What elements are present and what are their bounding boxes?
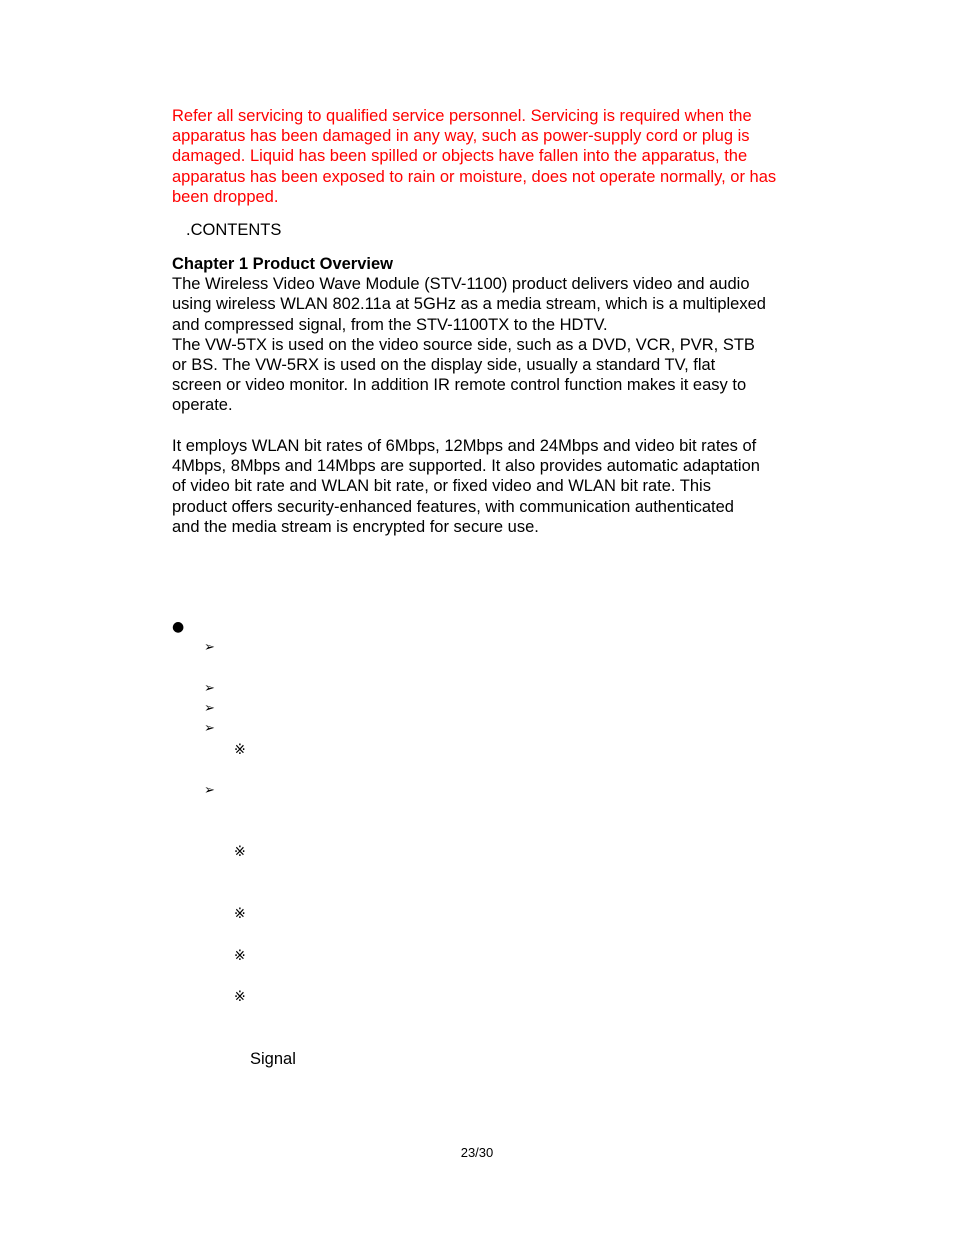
reference-mark-icon: ※ — [234, 948, 246, 964]
paragraph-line: of video bit rate and WLAN bit rate, or fixed video and WLAN bit rate. This — [172, 477, 711, 496]
paragraph-line: product offers security-enhanced features, with communication authenticated — [172, 497, 734, 516]
warning-line: damaged. Liquid has been spilled or objects have fallen into the apparatus, the — [172, 147, 748, 166]
chapter-line: and compressed signal, from the STV-1100TX to the HDTV. — [172, 315, 608, 334]
chapter-line: operate. — [172, 396, 233, 415]
paragraph-line: It employs WLAN bit rates of 6Mbps, 12Mbps and 24Mbps and video bit rates of — [172, 437, 757, 455]
chapter-line: or BS. The VW-5RX is used on the display side, usually a standard TV, flat — [172, 356, 716, 375]
contents-label: .CONTENTS — [186, 221, 282, 239]
chapter-line: screen or video monitor. In addition IR remote control function makes it easy to — [172, 376, 747, 395]
warning-line: apparatus has been exposed to rain or moisture, does not operate normally, or has — [172, 167, 777, 186]
warning-line: been dropped. — [172, 187, 279, 206]
arrow-bullet-icon: ➢ — [204, 640, 215, 655]
bullet-icon: ● — [172, 619, 185, 635]
chapter-heading: Chapter 1 Product Overview — [172, 255, 393, 273]
chapter-1-section — [172, 254, 832, 416]
warning-line: Refer all servicing to qualified service personnel. Servicing is required when the — [172, 107, 752, 125]
paragraph-line: and the media stream is encrypted for secure use. — [172, 517, 539, 536]
paragraph-line: 4Mbps, 8Mbps and 14Mbps are supported. It also provides automatic adaptation — [172, 457, 760, 476]
arrow-bullet-icon: ➢ — [204, 701, 215, 716]
service-warning — [172, 106, 832, 207]
features-paragraph — [172, 436, 832, 537]
chapter-line: The Wireless Video Wave Module (STV-1100) product delivers video and audio — [172, 275, 750, 294]
arrow-bullet-icon: ➢ — [204, 721, 215, 736]
reference-mark-icon: ※ — [234, 989, 246, 1005]
chapter-line: using wireless WLAN 802.11a at 5GHz as a media stream, which is a multiplexed — [172, 295, 766, 314]
page-number: 23/30 — [460, 1145, 494, 1160]
reference-mark-icon: ※ — [234, 906, 246, 922]
chapter-line: The VW-5TX is used on the video source side, such as a DVD, VCR, PVR, STB — [172, 335, 755, 354]
warning-line: apparatus has been damaged in any way, such as power-supply cord or plug is — [172, 127, 750, 146]
arrow-bullet-icon: ➢ — [204, 681, 215, 696]
signal-label: Signal — [250, 1050, 296, 1068]
reference-mark-icon: ※ — [234, 742, 246, 758]
reference-mark-icon: ※ — [234, 844, 246, 860]
arrow-bullet-icon: ➢ — [204, 783, 215, 798]
